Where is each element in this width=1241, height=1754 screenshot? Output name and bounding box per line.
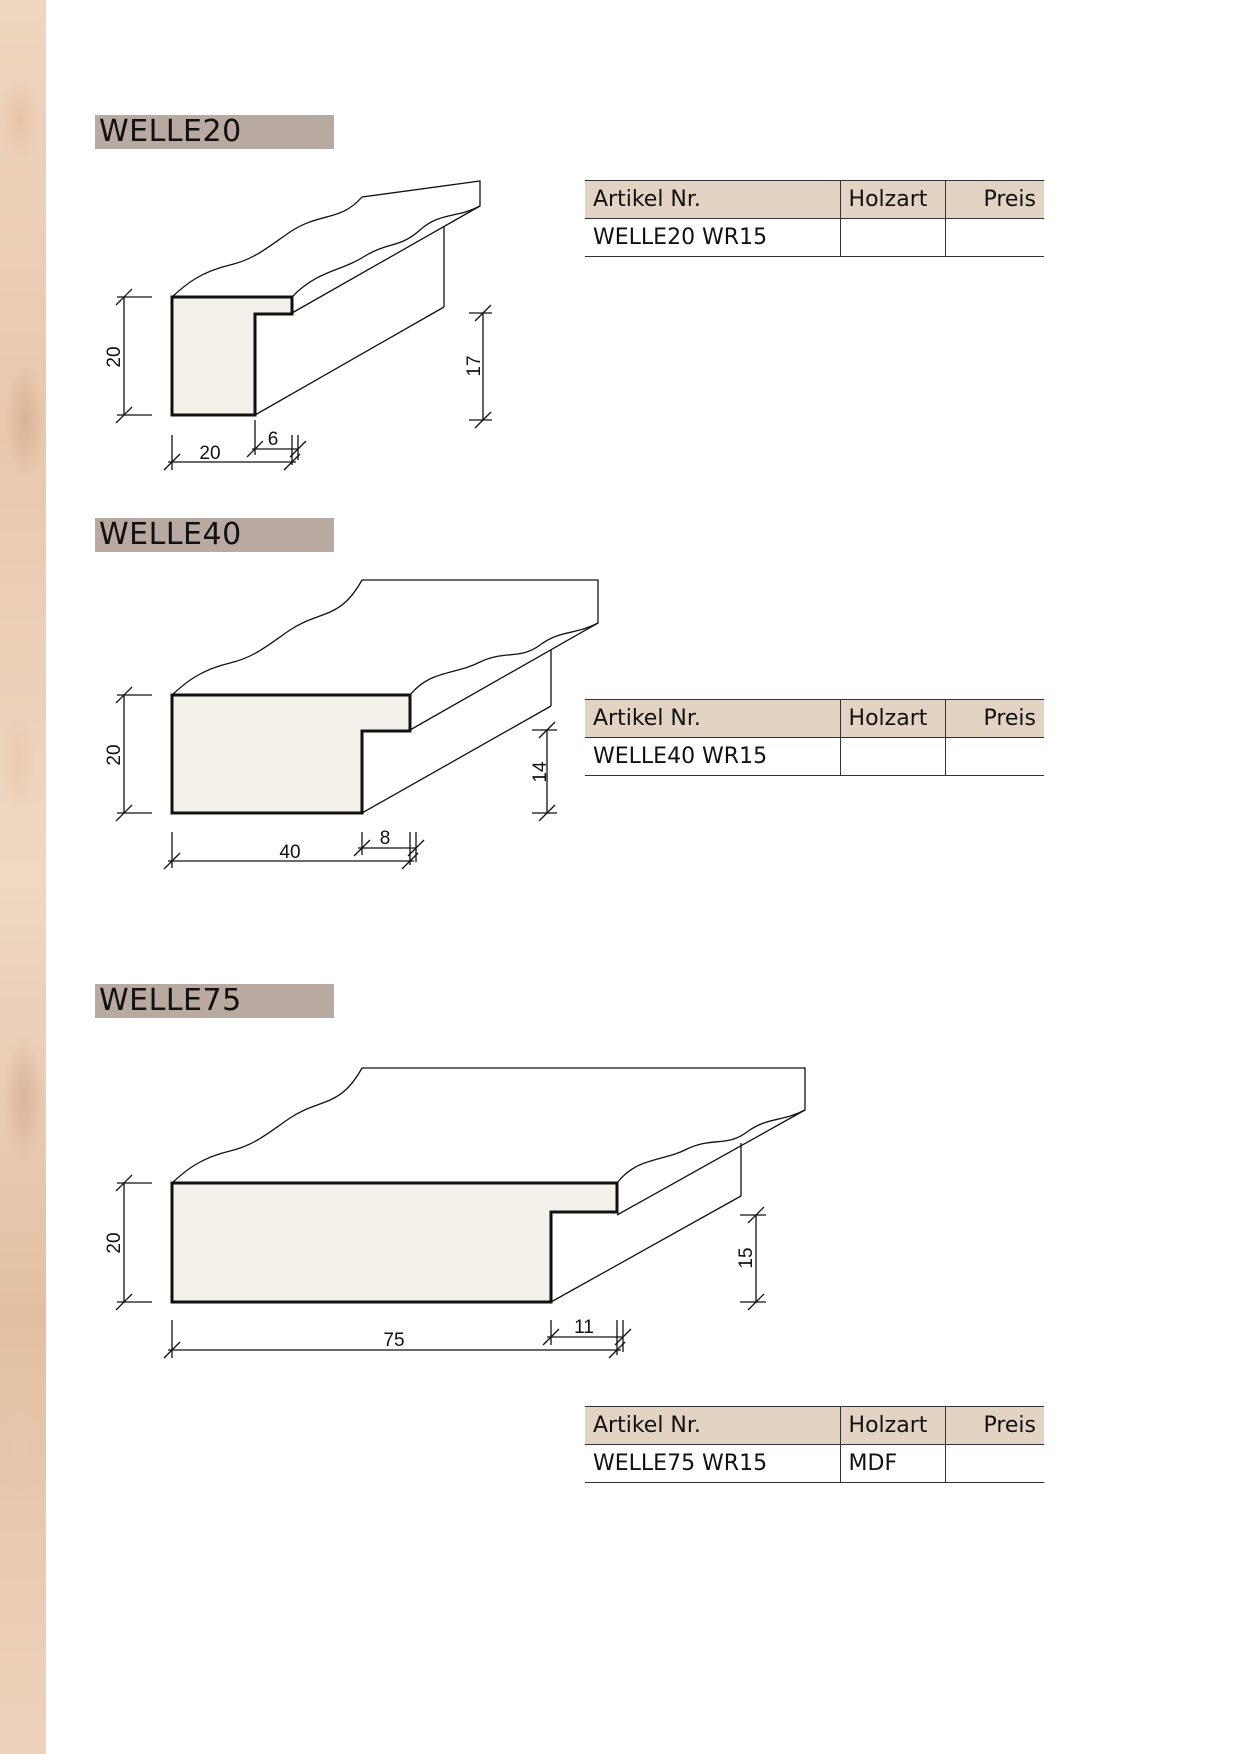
header-price: Preis <box>945 181 1044 219</box>
section-title-welle40: WELLE40 <box>95 518 334 552</box>
dim-back-height-label: 17 <box>464 355 485 377</box>
header-wood-type: Holzart <box>840 700 945 738</box>
dim-width-label: 75 <box>383 1330 405 1351</box>
cell-article-nr: WELLE75 WR15 <box>585 1445 840 1483</box>
dim-width-label: 40 <box>279 842 301 863</box>
article-table-welle75 <box>585 1406 1044 1483</box>
cell-price <box>945 1445 1044 1483</box>
header-article-nr: Artikel Nr. <box>585 1407 840 1445</box>
dim-rebate-label: 8 <box>379 828 391 849</box>
dim-height-label: 20 <box>104 346 125 368</box>
header-price: Preis <box>945 1407 1044 1445</box>
header-article-nr: Artikel Nr. <box>585 700 840 738</box>
dim-height-label: 20 <box>104 1232 125 1254</box>
header-wood-type: Holzart <box>840 1407 945 1445</box>
cell-article-nr: WELLE40 WR15 <box>585 738 840 776</box>
cell-article-nr: WELLE20 WR15 <box>585 219 840 257</box>
dim-back-height-label: 15 <box>736 1247 757 1269</box>
dim-back-height-label: 14 <box>530 761 551 783</box>
dim-rebate-label: 11 <box>574 1317 594 1338</box>
section-title-welle75: WELLE75 <box>95 984 334 1018</box>
dim-height-label: 20 <box>104 744 125 766</box>
section-title-welle20: WELLE20 <box>95 115 334 149</box>
dim-width-label: 20 <box>199 443 221 464</box>
cell-wood-type: MDF <box>840 1445 945 1483</box>
table-row <box>585 1445 1044 1483</box>
dim-rebate-label: 6 <box>267 429 279 450</box>
header-price: Preis <box>945 700 1044 738</box>
header-wood-type: Holzart <box>840 181 945 219</box>
header-article-nr: Artikel Nr. <box>585 181 840 219</box>
